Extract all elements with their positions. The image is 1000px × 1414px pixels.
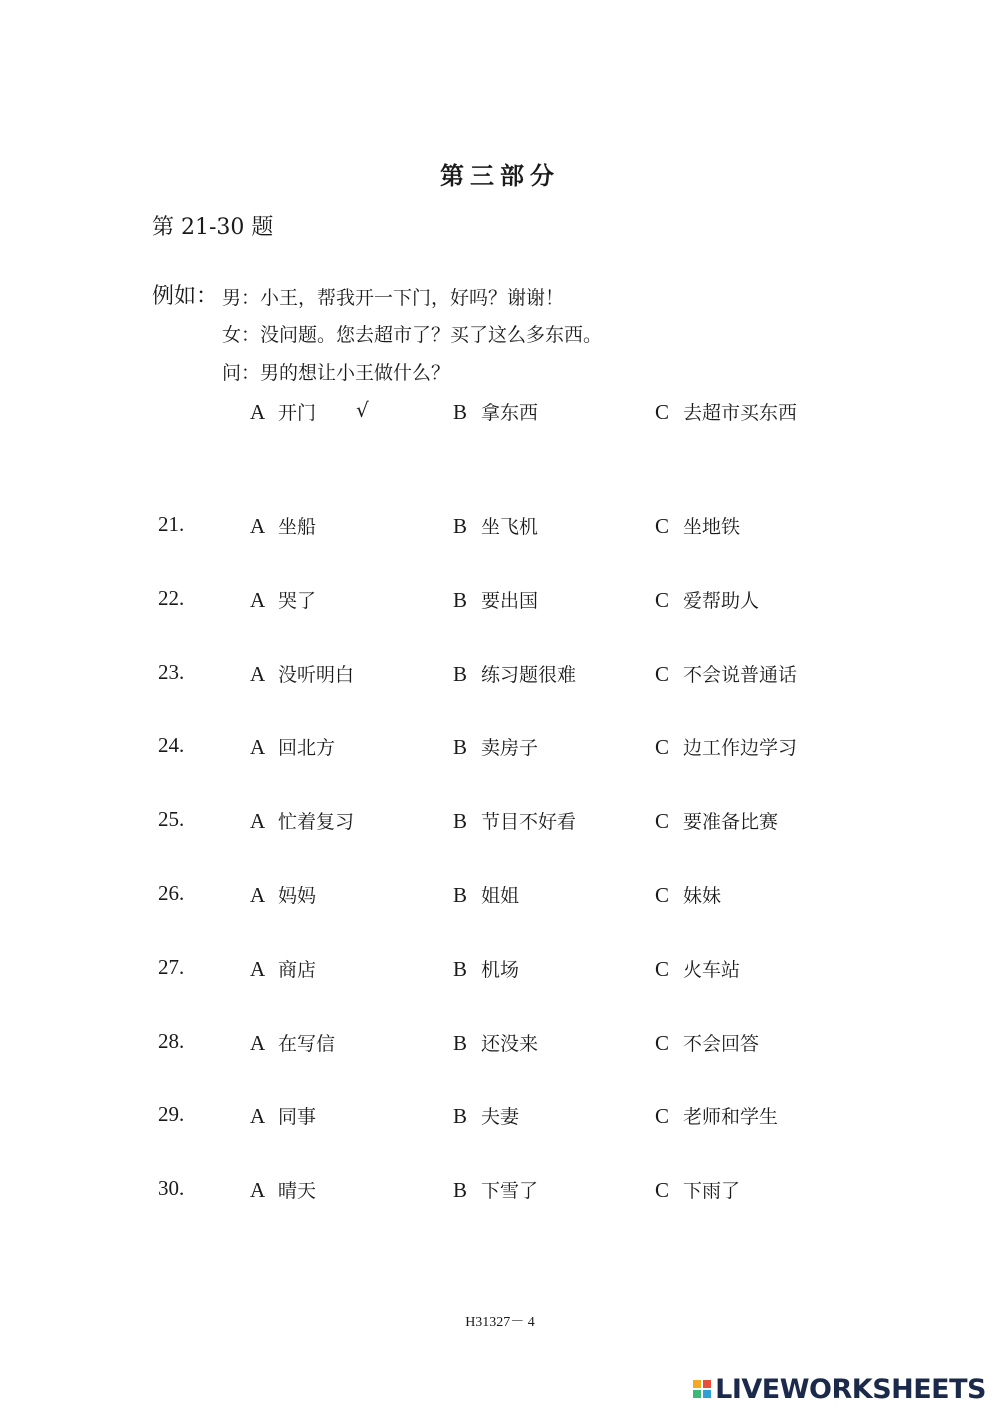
option-letter: B (453, 1178, 468, 1203)
option-text: 下雨了 (683, 1180, 741, 1203)
logo-icon (693, 1380, 711, 1398)
example-line-man: 男：小王，帮我开一下门，好吗？谢谢！ (222, 287, 565, 309)
question-row (0, 955, 1000, 989)
question-row (0, 1176, 1000, 1210)
answer-option-b[interactable] (453, 733, 538, 760)
answer-option-c[interactable] (655, 1102, 778, 1129)
option-letter: A (250, 400, 266, 424)
option-letter: C (655, 735, 670, 760)
option-letter: C (655, 1104, 670, 1129)
answer-option-a[interactable] (250, 660, 354, 687)
option-letter: C (655, 514, 670, 538)
option-text: 坐地铁 (683, 516, 741, 538)
option-text: 哭了 (278, 589, 317, 612)
question-number: 30. (158, 1176, 185, 1201)
option-text: 节目不好看 (481, 811, 577, 834)
answer-option-a[interactable] (250, 1176, 316, 1203)
option-letter: B (453, 735, 468, 760)
option-text: 拿东西 (481, 402, 539, 424)
option-letter: B (453, 661, 468, 686)
answer-option-c[interactable] (655, 733, 797, 760)
answer-option-a[interactable] (250, 1102, 316, 1129)
answer-option-b[interactable] (453, 586, 538, 613)
question-row (0, 881, 1000, 915)
option-letter: A (250, 514, 266, 538)
option-text: 机场 (481, 958, 520, 981)
option-text: 忙着复习 (278, 811, 355, 834)
option-text: 同事 (278, 1106, 317, 1129)
option-text: 没听明白 (278, 663, 355, 686)
answer-option-b[interactable] (453, 955, 519, 982)
checkmark-icon: √ (356, 398, 369, 422)
question-row (0, 733, 1000, 767)
option-letter: C (655, 587, 670, 612)
option-text: 回北方 (278, 737, 336, 760)
question-row (0, 807, 1000, 841)
option-letter: B (453, 587, 468, 612)
logo-square (693, 1390, 701, 1398)
answer-option-a[interactable] (250, 881, 316, 908)
option-text: 在写信 (278, 1032, 336, 1055)
logo-square (693, 1380, 701, 1388)
question-row (0, 660, 1000, 694)
question-number: 25. (158, 807, 185, 832)
option-letter: A (250, 1178, 266, 1203)
option-text: 妹妹 (683, 885, 722, 907)
option-text: 边工作边学习 (683, 737, 798, 760)
question-row (0, 512, 1000, 546)
option-letter: B (453, 1104, 468, 1129)
page-footer: H31327－ 4 (465, 1315, 535, 1330)
answer-option-b[interactable] (453, 807, 576, 834)
option-letter: C (655, 1030, 670, 1055)
logo-square (703, 1380, 711, 1388)
question-row (0, 1102, 1000, 1136)
logo-square (703, 1390, 711, 1398)
question-number: 21. (158, 512, 185, 536)
option-text: 商店 (278, 958, 317, 981)
option-letter: A (250, 1104, 266, 1129)
option-text: 下雪了 (481, 1180, 539, 1203)
answer-option-a[interactable] (250, 586, 316, 613)
option-letter: C (655, 883, 670, 907)
option-text: 要准备比赛 (683, 811, 779, 834)
option-letter: B (453, 956, 468, 981)
liveworksheets-logo (693, 1372, 986, 1406)
answer-option-b[interactable] (453, 881, 519, 908)
option-letter: A (250, 956, 266, 981)
option-text: 坐飞机 (481, 516, 539, 538)
option-letter: C (655, 956, 670, 981)
option-text: 还没来 (481, 1032, 539, 1055)
answer-option-c[interactable] (655, 955, 740, 982)
option-text: 练习题很难 (481, 663, 577, 686)
option-letter: C (655, 661, 670, 686)
answer-option-b[interactable] (453, 1102, 519, 1129)
option-text: 不会说普通话 (683, 663, 798, 686)
option-letter: A (250, 883, 266, 907)
option-text: 去超市买东西 (683, 402, 798, 424)
logo-text: LIVEWORKSHEETS (715, 1373, 986, 1405)
question-number: 22. (158, 585, 185, 610)
answer-option-b[interactable] (453, 1029, 538, 1056)
example-option-c (655, 398, 797, 425)
answer-option-b[interactable] (453, 1176, 538, 1203)
question-row (0, 586, 1000, 620)
option-letter: C (655, 400, 670, 424)
option-letter: B (453, 883, 468, 907)
example-label: 例如： (152, 284, 219, 309)
answer-option-a[interactable] (250, 1029, 335, 1056)
question-number: 27. (158, 954, 185, 979)
option-letter: A (250, 1030, 266, 1055)
option-text: 火车站 (683, 958, 741, 981)
answer-option-b[interactable] (453, 660, 576, 687)
option-letter: C (655, 1178, 670, 1203)
answer-option-c[interactable] (655, 660, 797, 687)
section-heading: 第 21-30 题 (152, 215, 274, 240)
answer-option-b[interactable] (453, 512, 538, 539)
answer-option-c[interactable] (655, 586, 759, 613)
example-line-woman: 女：没问题。您去超市了？买了这么多东西。 (222, 324, 603, 346)
option-text: 老师和学生 (683, 1106, 779, 1129)
option-letter: B (453, 400, 468, 424)
option-text: 晴天 (278, 1180, 317, 1203)
option-letter: A (250, 587, 266, 612)
question-number: 23. (158, 659, 185, 684)
example-option-a (250, 398, 316, 425)
option-text: 开门 (278, 402, 317, 424)
answer-option-c[interactable] (655, 881, 721, 908)
question-number: 28. (158, 1028, 185, 1053)
question-number: 24. (158, 733, 185, 758)
answer-option-a[interactable] (250, 733, 335, 760)
question-row (0, 1029, 1000, 1063)
option-letter: A (250, 809, 266, 834)
answer-option-c[interactable] (655, 1029, 759, 1056)
option-text: 卖房子 (481, 737, 539, 760)
option-letter: B (453, 1030, 468, 1055)
option-text: 姐姐 (481, 885, 520, 907)
option-letter: A (250, 735, 266, 760)
option-letter: A (250, 661, 266, 686)
option-letter: B (453, 809, 468, 834)
option-letter: B (453, 514, 468, 538)
question-number: 29. (158, 1102, 185, 1127)
answer-option-a[interactable] (250, 512, 316, 539)
answer-option-c[interactable] (655, 512, 740, 539)
option-text: 不会回答 (683, 1032, 760, 1055)
answer-option-a[interactable] (250, 807, 354, 834)
option-text: 坐船 (278, 516, 317, 538)
option-text: 妈妈 (278, 885, 317, 907)
question-number: 26. (158, 881, 185, 905)
example-line-question: 问：男的想让小王做什么？ (222, 362, 451, 384)
example-options (0, 398, 1000, 432)
answer-option-c[interactable] (655, 1176, 740, 1203)
answer-option-c[interactable] (655, 807, 778, 834)
option-letter: C (655, 809, 670, 834)
answer-option-a[interactable] (250, 955, 316, 982)
example-option-b (453, 398, 538, 425)
option-text: 夫妻 (481, 1106, 520, 1129)
page-title: 第三部分 (440, 161, 560, 190)
option-text: 爱帮助人 (683, 589, 760, 612)
option-text: 要出国 (481, 589, 539, 612)
